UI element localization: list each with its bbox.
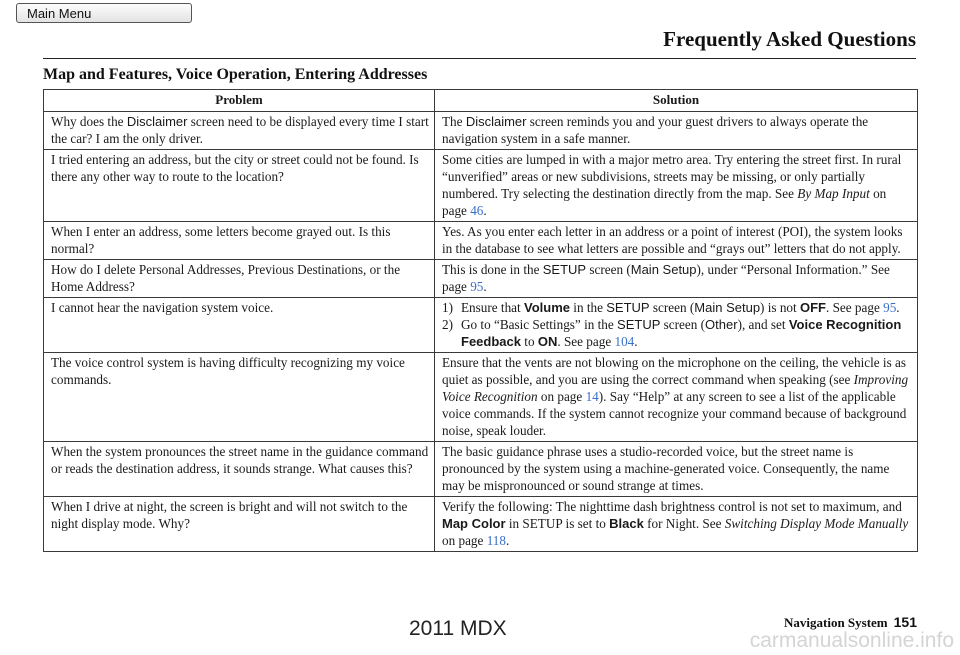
page-link-95[interactable]: 95: [883, 300, 897, 315]
solution-step: 1) Ensure that Volume in the SETUP screen (Main Setup) is not OFF. See page 95.: [442, 300, 900, 315]
main-setup-term: Main Setup: [694, 300, 761, 315]
problem-cell: The voice control system is having difficulty recognizing my voice commands.: [44, 353, 435, 442]
solution-cell: [435, 298, 918, 353]
cross-reference-title: Improving Voice Recognition: [442, 372, 909, 404]
setup-term: SETUP: [606, 300, 650, 315]
page-link-118[interactable]: 118: [486, 533, 506, 548]
solution-cell: Ensure that the vents are not blowing on the microphone on the ceiling, the vehicle is as quiet as possible, and you are using the correct command when speaking (see Improving Voice Recognition on page 14). Say “Help” at any screen to see a list of the applicable voice commands. If the system cannot recognize your command because of background noise, speak louder.: [435, 353, 918, 442]
solution-cell: The basic guidance phrase uses a studio-recorded voice, but the street name is pronounced by the system using a machine-generated voice. Consequently, the name may be mispronounced or sound strange at times.: [435, 442, 918, 497]
problem-cell: When the system pronounces the street name in the guidance command or reads the destination address, it sounds strange. What causes this?: [44, 442, 435, 497]
table-row: [44, 260, 918, 298]
page-link-14[interactable]: 14: [585, 389, 599, 404]
problem-cell: I cannot hear the navigation system voice.: [44, 298, 435, 353]
table-row: [44, 150, 918, 222]
page-number: 151: [893, 614, 917, 630]
on-term: ON: [537, 334, 558, 349]
solution-steps: [442, 299, 912, 350]
main-setup-term: Main Setup: [630, 262, 697, 277]
column-header-solution: Solution: [435, 90, 918, 112]
solution-cell: Verify the following: The nighttime dash brightness control is not set to maximum, and Map Color in SETUP is set to Black for Night. See Switching Display Mode Manually on page 118.: [435, 497, 918, 552]
watermark: carmanualsonline.info: [749, 629, 954, 652]
vehicle-model: 2011 MDX: [409, 617, 507, 640]
faq-table: [43, 89, 918, 552]
solution-cell: Some cities are lumped in with a major metro area. Try entering the street first. In rural “unverified” areas or new subdivisions, streets may be missing, or only partially numbered. Try selecting the destination directly from the map. See By Map Input on page 46.: [435, 150, 918, 222]
problem-cell: Why does the Disclaimer screen need to be displayed every time I start the car? I am the only driver.: [44, 112, 435, 150]
setup-term: SETUP: [617, 317, 661, 332]
solution-step: 2) Go to “Basic Settings” in the SETUP screen (Other), and set Voice Recognition Feedback to ON. See page 104.: [442, 317, 902, 349]
page-link-104[interactable]: 104: [614, 334, 635, 349]
footer-section-name: Navigation System: [784, 615, 888, 630]
table-row: [44, 497, 918, 552]
cross-reference-title: By Map Input: [797, 186, 870, 201]
other-term: Other: [705, 317, 738, 332]
solution-cell: The Disclaimer screen reminds you and your guest drivers to always operate the navigation system in a safe manner.: [435, 112, 918, 150]
map-color-term: Map Color: [442, 516, 506, 531]
solution-cell: Yes. As you enter each letter in an address or a point of interest (POI), the system looks in the database to see what letters are possible and “grays out” letters that do not apply.: [435, 222, 918, 260]
page-link-46[interactable]: 46: [470, 203, 484, 218]
problem-cell: How do I delete Personal Addresses, Previous Destinations, or the Home Address?: [44, 260, 435, 298]
header-divider: [43, 58, 916, 59]
voice-recognition-feedback-term: Voice Recognition Feedback: [461, 317, 902, 349]
table-header-row: [44, 90, 918, 112]
volume-term: Volume: [524, 300, 570, 315]
column-header-problem: Problem: [44, 90, 435, 112]
problem-cell: When I enter an address, some letters become grayed out. Is this normal?: [44, 222, 435, 260]
table-row: [44, 442, 918, 497]
main-menu-button[interactable]: Main Menu: [16, 3, 192, 23]
off-term: OFF: [799, 300, 826, 315]
solution-cell: This is done in the SETUP screen (Main Setup), under “Personal Information.” See page 95.: [435, 260, 918, 298]
page-title: Frequently Asked Questions: [663, 27, 916, 51]
disclaimer-term: Disclaimer: [465, 114, 527, 129]
section-title: Map and Features, Voice Operation, Entering Addresses: [43, 66, 428, 83]
cross-reference-title: Switching Display Mode Manually: [724, 516, 909, 531]
table-row: [44, 222, 918, 260]
problem-cell: When I drive at night, the screen is bright and will not switch to the night display mode. Why?: [44, 497, 435, 552]
problem-cell: I tried entering an address, but the city or street could not be found. Is there any other way to route to the location?: [44, 150, 435, 222]
black-term: Black: [609, 516, 644, 531]
table-row: [44, 353, 918, 442]
page-link-95[interactable]: 95: [470, 279, 484, 294]
setup-term: SETUP: [542, 262, 587, 277]
disclaimer-term: Disclaimer: [126, 114, 188, 129]
table-row: [44, 112, 918, 150]
table-row: [44, 298, 918, 353]
